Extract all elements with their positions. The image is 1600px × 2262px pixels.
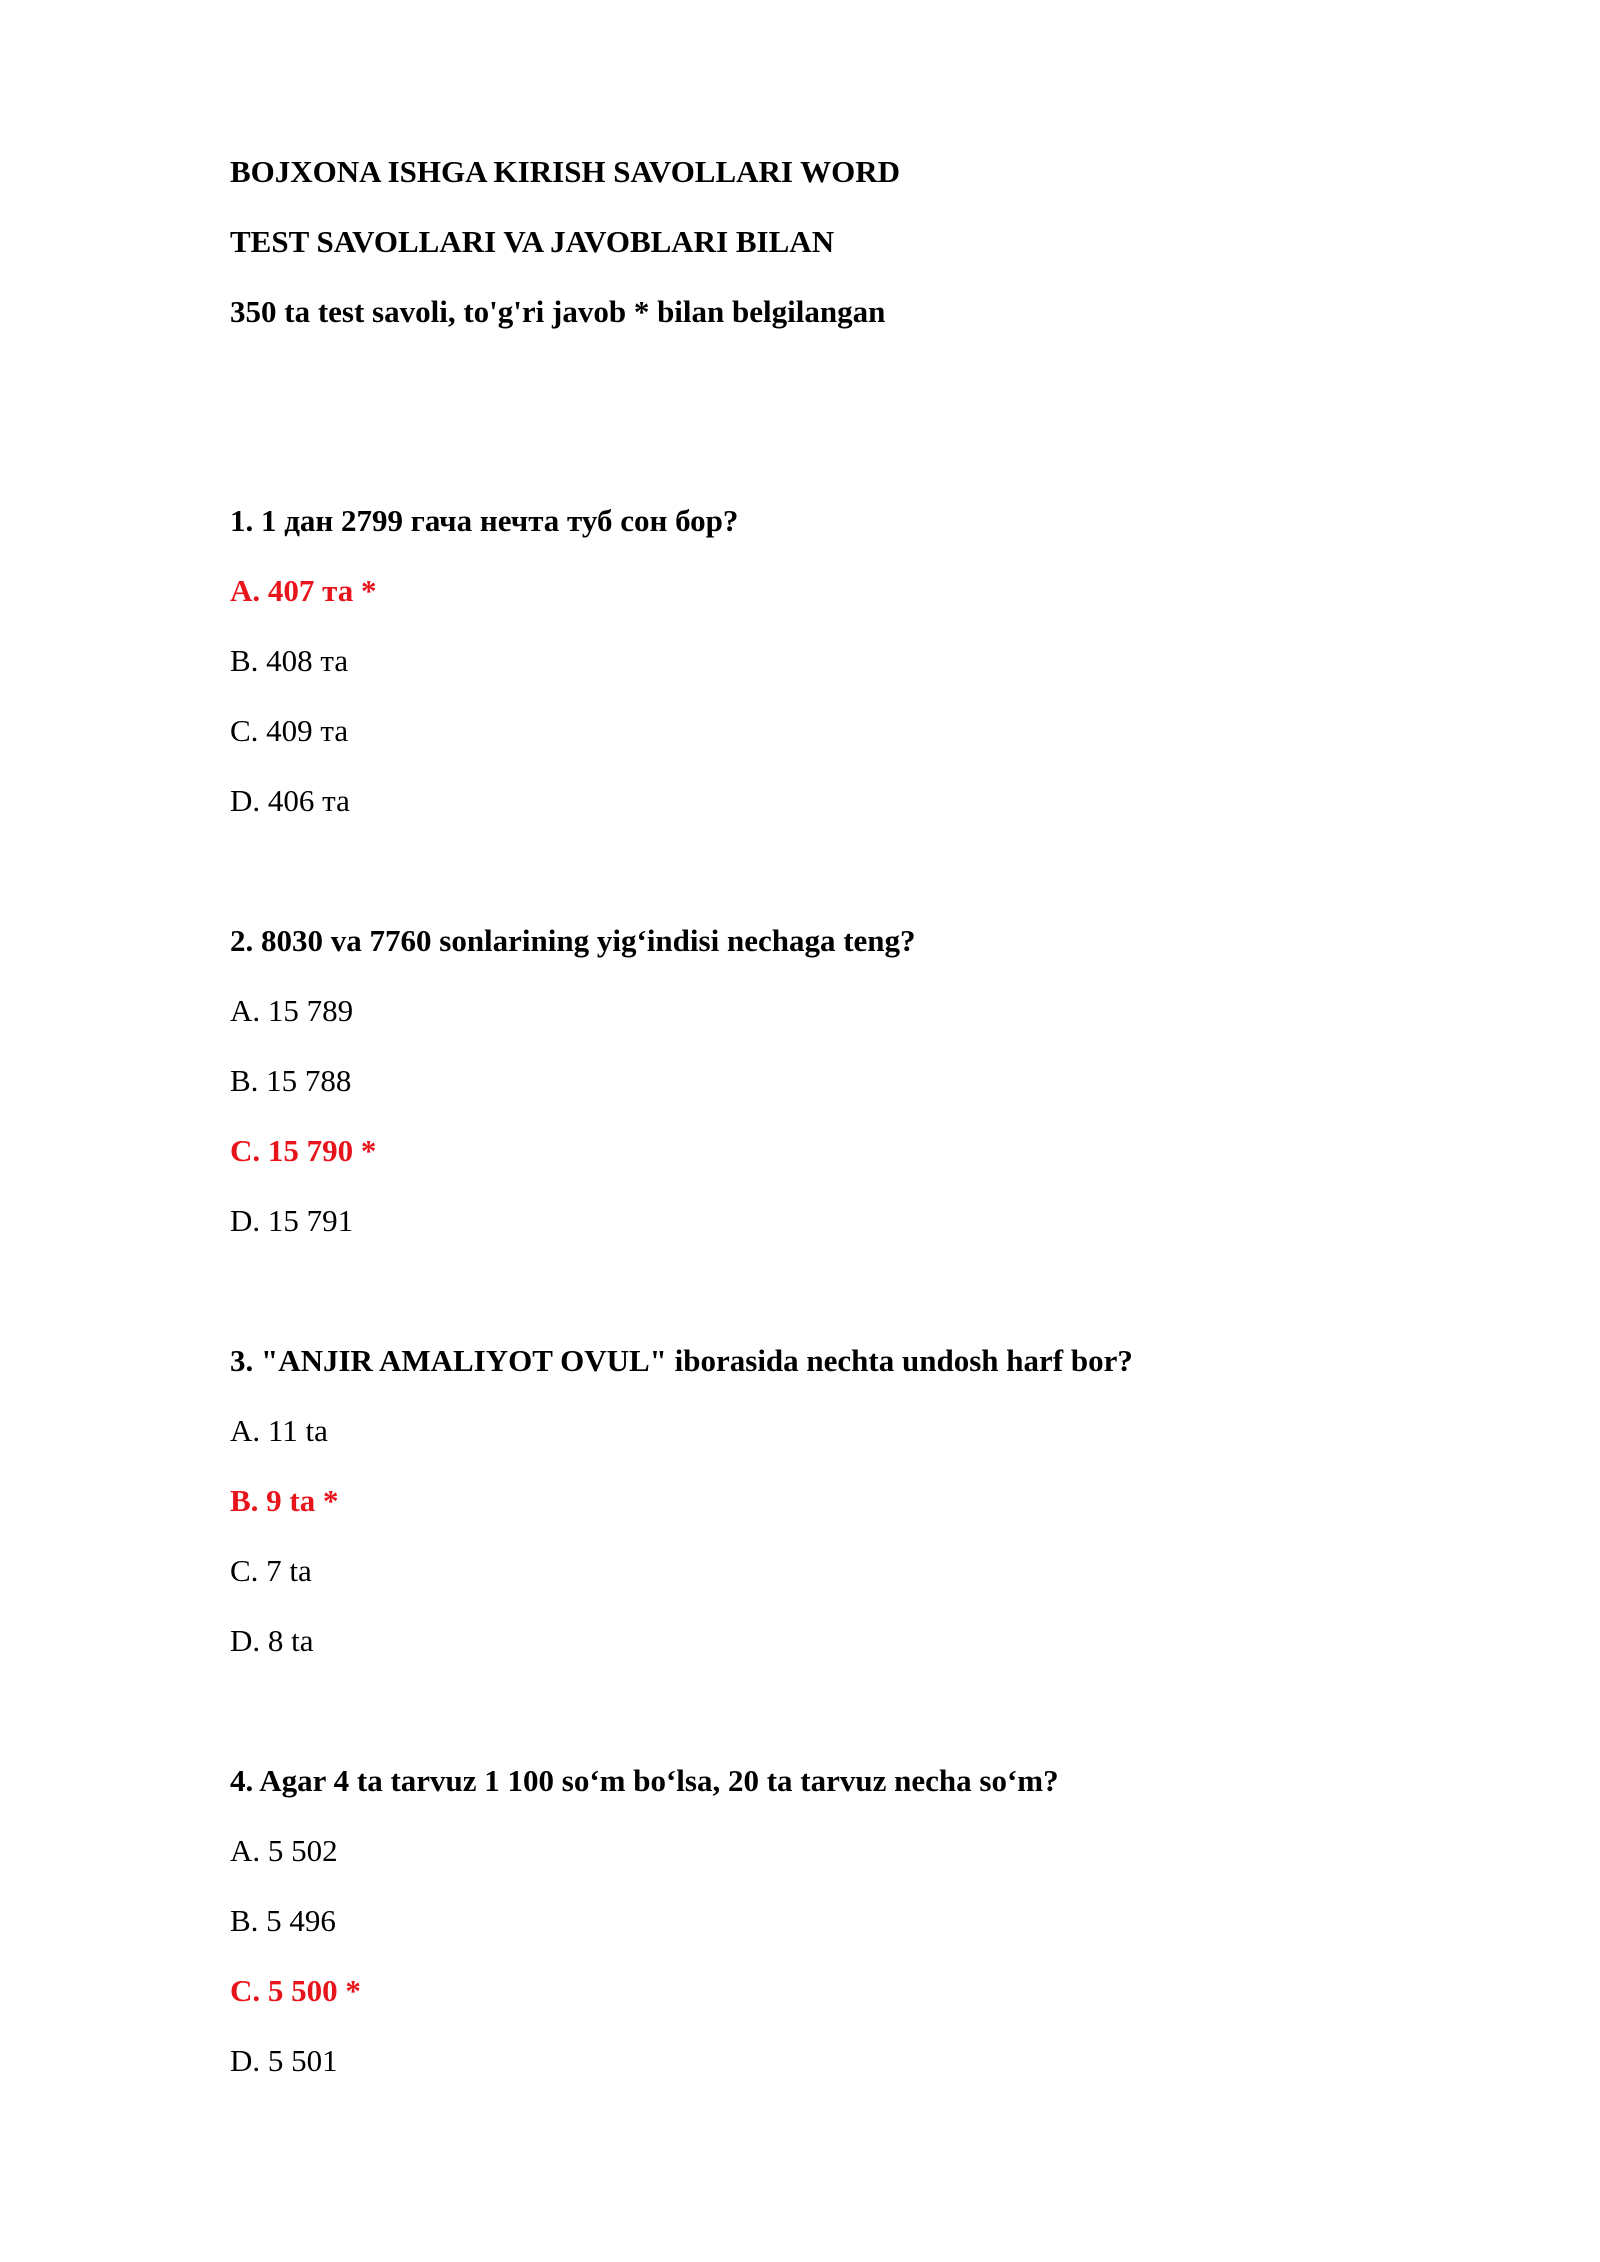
question-2-option-a: A. 15 789: [230, 993, 354, 1028]
question-4-option-d: D. 5 501: [230, 2043, 338, 2078]
question-2-option-c: C. 15 790 *: [230, 1133, 377, 1168]
question-1-option-c: C. 409 та: [230, 713, 349, 748]
question-1-option-d: D. 406 та: [230, 783, 350, 818]
question-4-option-a: A. 5 502: [230, 1833, 338, 1868]
question-2-text: 2. 8030 va 7760 sonlarining yig‘indisi nechaga teng?: [230, 923, 916, 958]
document-title-line-1: BOJXONA ISHGA KIRISH SAVOLLARI WORD: [230, 154, 901, 189]
question-3-option-b: B. 9 ta *: [230, 1483, 339, 1518]
question-3-option-a: A. 11 ta: [230, 1413, 328, 1448]
document-title-line-2: TEST SAVOLLARI VA JAVOBLARI BILAN: [230, 224, 835, 259]
question-2-option-b: B. 15 788: [230, 1063, 352, 1098]
question-3-text: 3. "ANJIR AMALIYOT OVUL" iborasida nechta undosh harf bor?: [230, 1343, 1133, 1378]
question-1-option-b: B. 408 та: [230, 643, 349, 678]
question-4-option-b: B. 5 496: [230, 1903, 336, 1938]
question-1-option-a: A. 407 та *: [230, 573, 377, 608]
question-3-option-c: C. 7 ta: [230, 1553, 312, 1588]
question-4-option-c: C. 5 500 *: [230, 1973, 361, 2008]
question-2-option-d: D. 15 791: [230, 1203, 354, 1238]
question-3-option-d: D. 8 ta: [230, 1623, 314, 1658]
document-subtitle: 350 ta test savoli, to'g'ri javob * bilan belgilangan: [230, 294, 886, 329]
question-1-text: 1. 1 дан 2799 гача нечта туб сон бор?: [230, 503, 739, 538]
question-4-text: 4. Agar 4 ta tarvuz 1 100 so‘m bo‘lsa, 20 ta tarvuz necha so‘m?: [230, 1763, 1059, 1798]
